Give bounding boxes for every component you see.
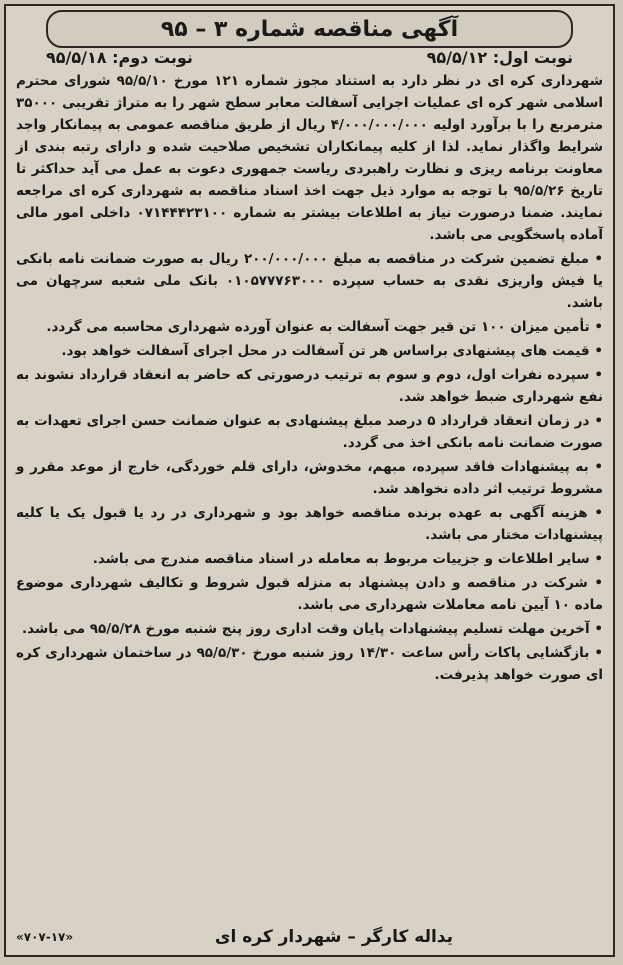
publication-dates (46, 46, 573, 68)
bullet-item: • قیمت های پیشنهادی براساس هر تن آسفالت در محل اجرای آسفالت خواهد بود. (16, 340, 603, 362)
reference-code: «۷۰۷-۱۷» (16, 930, 74, 944)
bullet-item: • سایر اطلاعات و جزییات مربوط به معامله در اسناد مناقصه مندرج می باشد. (16, 548, 603, 570)
bullet-item: • تأمین میزان ۱۰۰ تن قیر جهت آسفالت به عنوان آورده شهرداری محاسبه می گردد. (16, 316, 603, 338)
signature-line: یداله کارگر – شهردار کره ای (214, 927, 453, 947)
second-publication-date: نوبت دوم: ۹۵/۵/۱۸ (46, 47, 193, 67)
notice-body (16, 70, 603, 921)
bullet-item: • در زمان انعقاد قرارداد ۵ درصد مبلغ پیشنهادی به عنوان ضمانت حسن اجرای تعهدات به صورت ضمانت نامه بانکی اخذ می گردد. (16, 410, 603, 454)
notice-title: آگهی مناقصه شماره ۳ – ۹۵ (160, 16, 459, 42)
bullet-item: • سپرده نفرات اول، دوم و سوم به ترتیب درصورتی که حاضر به انعقاد قرارداد نشوند به نفع شهرداری ضبط خواهد شد. (16, 364, 603, 408)
bullet-item: • به پیشنهادات فاقد سپرده، مبهم، مخدوش، دارای قلم خوردگی، خارج از موعد مقرر و مشروط ترتیب اثر داده نخواهد شد. (16, 456, 603, 500)
bullet-item: • بازگشایی پاکات رأس ساعت ۱۴/۳۰ روز شنبه مورخ ۹۵/۵/۳۰ در ساختمان شهرداری کره ای صورت خواهد پذیرفت. (16, 642, 603, 686)
bullet-item: • هزینه آگهی به عهده برنده مناقصه خواهد بود و شهرداری در رد یا قبول یک یا کلیه پیشنهادات مختار می باشد. (16, 502, 603, 546)
notice-footer (16, 925, 603, 949)
title-box (46, 10, 573, 48)
notice-sheet (4, 4, 615, 957)
intro-paragraph: شهرداری کره ای در نظر دارد به استناد مجوز شماره ۱۲۱ مورخ ۹۵/۵/۱۰ شورای محترم اسلامی شهر کره ای عملیات اجرایی آسفالت معابر سطح شهر را به متراژ تقریبی ۳۵۰۰۰ مترمربع را با برآورد اولیه ۴/۰۰۰/۰۰۰/۰۰۰ ریال از طریق مناقصه عمومی به پیمانکار واجد شرایط واگذار نماید. لذا از کلیه پیمانکاران تشخیص صلاحیت شده و دارای رتبه بندی از معاونت برنامه ریزی و نظارت راهبردی ریاست جمهوری دعوت به عمل می آید حداکثر تا تاریخ ۹۵/۵/۲۶ با توجه به موارد ذیل جهت اخذ اسناد مناقصه به شهرداری کره ای مراجعه نمایند. ضمنا درصورت نیاز به اطلاعات بیشتر به شماره ۰۷۱۴۴۴۲۳۱۰۰ داخلی امور مالی آماده پاسخگویی می باشد. (16, 73, 603, 243)
first-publication-date: نوبت اول: ۹۵/۵/۱۲ (426, 47, 573, 67)
bullet-item: • شرکت در مناقصه و دادن پیشنهاد به منزله قبول شروط و تکالیف شهرداری موضوع ماده ۱۰ آیین نامه معاملات شهرداری می باشد. (16, 572, 603, 616)
bullet-item: • مبلغ تضمین شرکت در مناقصه به مبلغ ۲۰۰/۰۰۰/۰۰۰ ریال به صورت ضمانت نامه بانکی یا فیش واریزی نقدی به حساب سپرده ۰۱۰۵۷۷۷۶۳۰۰۰ بانک ملی شعبه سرچهان می باشد. (16, 248, 603, 314)
bullet-item: • آخرین مهلت تسلیم پیشنهادات پایان وقت اداری روز پنج شنبه مورخ ۹۵/۵/۲۸ می باشد. (16, 618, 603, 640)
